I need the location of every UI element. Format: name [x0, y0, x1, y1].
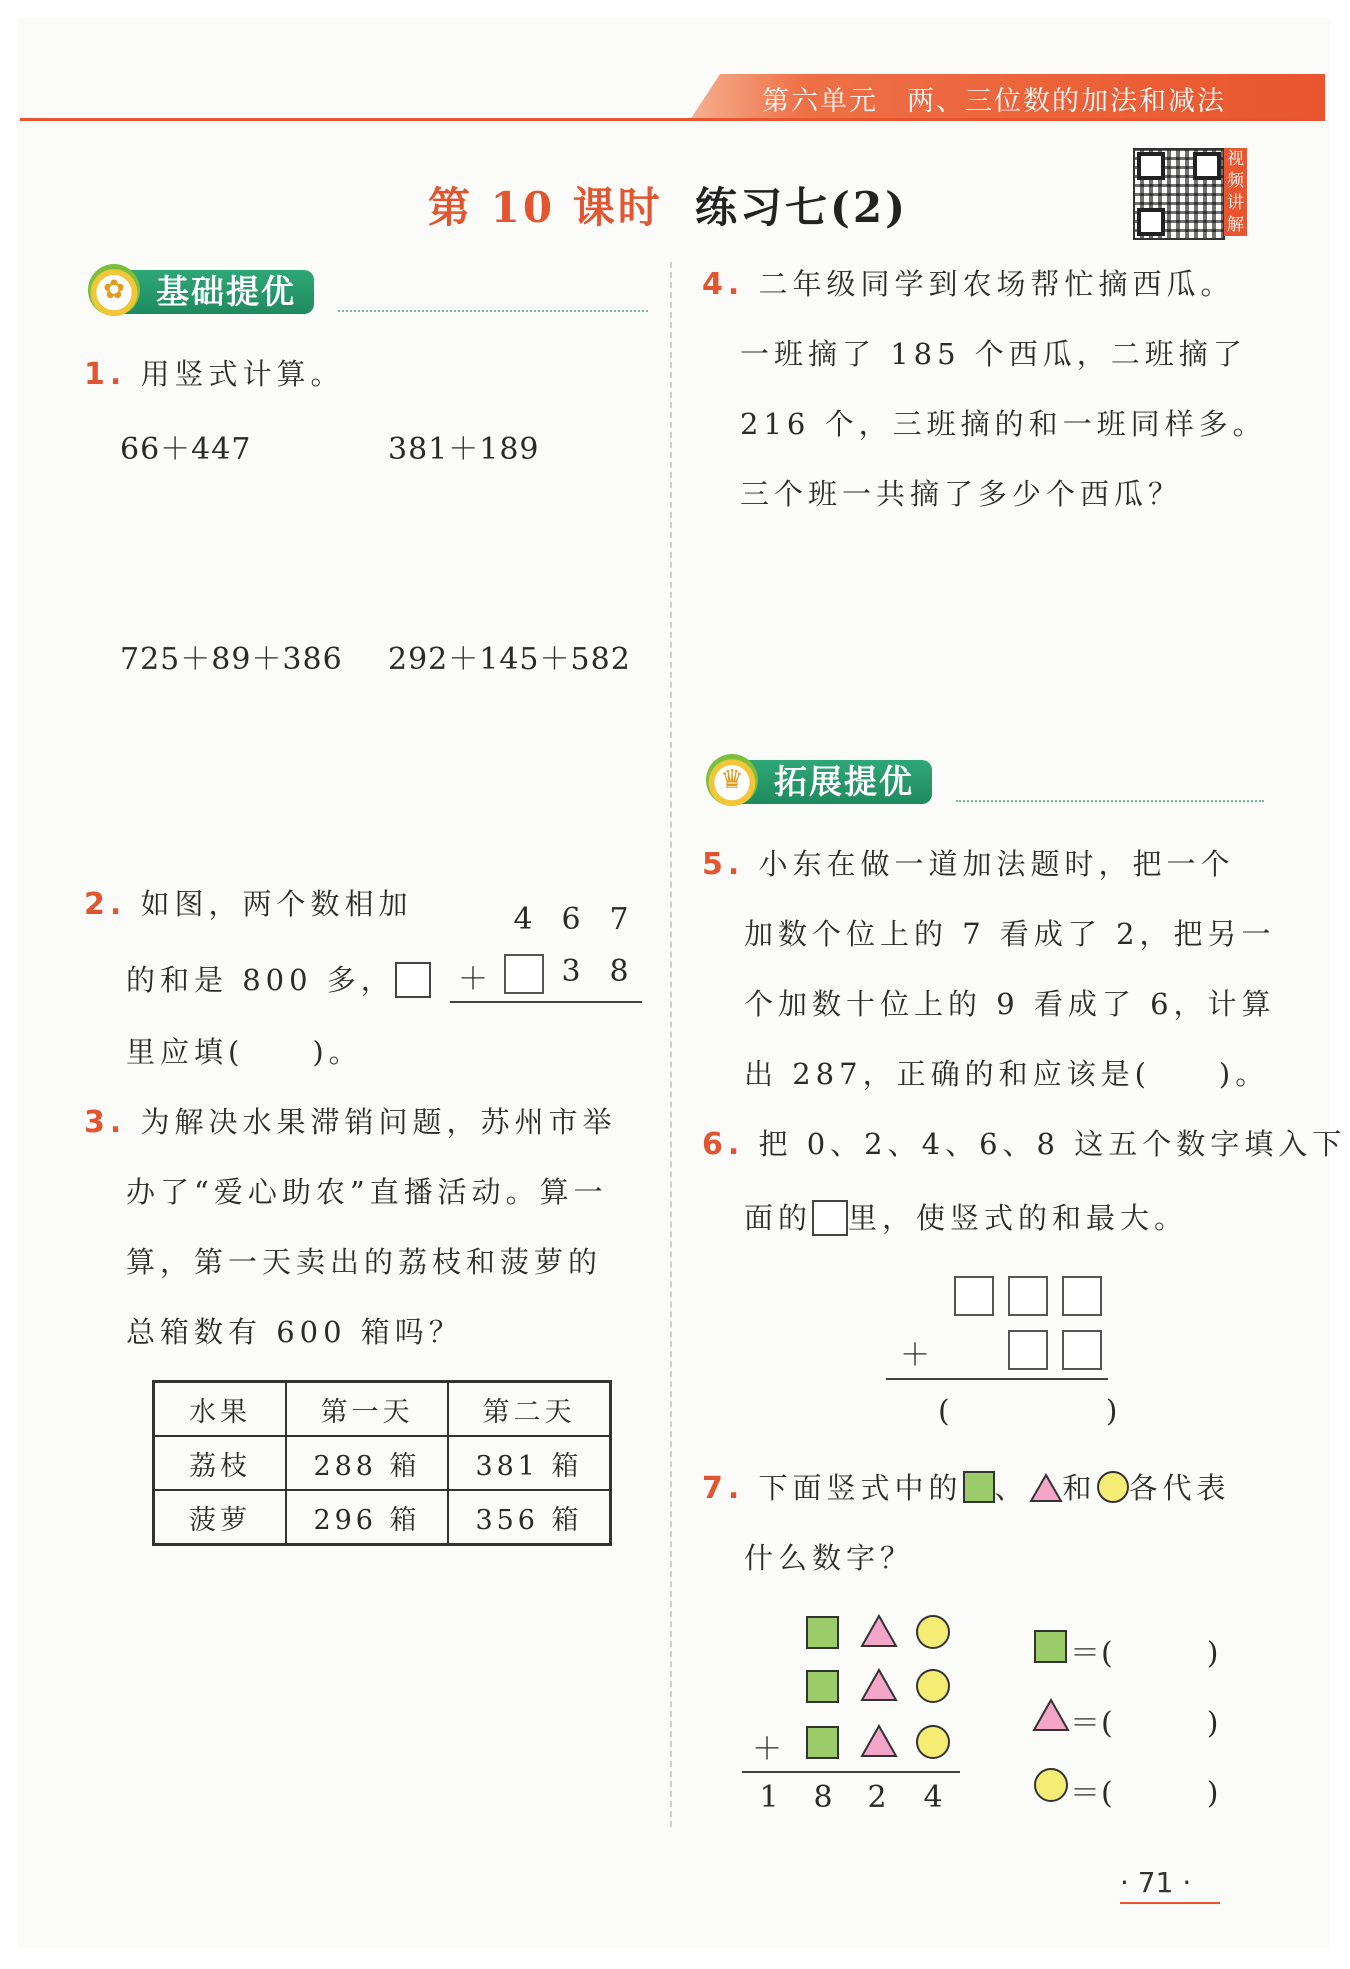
- triangle-icon: [860, 1668, 898, 1702]
- digit: 6: [561, 902, 581, 937]
- question-4-text: 二年级同学到农场帮忙摘西瓜。: [758, 267, 1235, 301]
- square-icon: [806, 1616, 839, 1649]
- page-number-underline: [1120, 1902, 1220, 1904]
- question-number: 4.: [702, 267, 745, 302]
- question-3-line-2: 办了“爱心助农”直播活动。算一: [126, 1175, 608, 1209]
- video-explain-tag[interactable]: 视频讲解: [1224, 148, 1247, 236]
- digit: 1: [759, 1780, 779, 1815]
- circle-icon: [916, 1669, 950, 1703]
- question-4-line-4: 三个班一共摘了多少个西瓜？: [740, 477, 1183, 511]
- answer-box-symbol: [812, 1200, 848, 1236]
- question-2-line-3: 里应填( )。: [126, 1035, 363, 1069]
- section-basic-header: [88, 270, 648, 314]
- question-3-text: 为解决水果滞销问题，苏州市举: [140, 1105, 617, 1139]
- question-5-line-4: 出 287，正确的和应该是( )。: [744, 1057, 1270, 1091]
- triangle-icon: [860, 1724, 898, 1758]
- triangle-answer-blank[interactable]: ＝( ): [1070, 1706, 1220, 1741]
- digit: 7: [609, 902, 629, 937]
- question-6-text: 里，使竖式的和最大。: [848, 1201, 1189, 1235]
- circle-answer-blank[interactable]: ＝( ): [1070, 1776, 1220, 1811]
- question-7-line-2: 什么数字？: [744, 1541, 915, 1575]
- question-6-text: 面的: [744, 1201, 813, 1235]
- question-5-text: 小东在做一道加法题时，把一个: [758, 847, 1235, 881]
- question-number: 5.: [702, 847, 745, 882]
- digit: 4: [923, 1780, 943, 1815]
- plus-sign: ＋: [900, 1338, 930, 1373]
- triangle-icon: [1032, 1698, 1070, 1732]
- unit-title: 第六单元 两、三位数的加法和减法: [762, 86, 1226, 117]
- plus-sign: ＋: [752, 1732, 782, 1767]
- square-icon: [1034, 1630, 1067, 1663]
- page-number: · 71 ·: [1120, 1866, 1192, 1899]
- circle-icon: [916, 1615, 950, 1649]
- sum-line: [742, 1771, 960, 1773]
- qr-code-icon[interactable]: [1133, 148, 1225, 240]
- question-7-text: 和: [1062, 1471, 1097, 1505]
- table-cell: 296 箱: [286, 1490, 448, 1545]
- section-divider: [956, 800, 1264, 802]
- header-rule: [20, 118, 1325, 121]
- question-5-line-1: [702, 842, 1235, 883]
- answer-box[interactable]: [504, 954, 544, 994]
- question-7-text: 各代表: [1128, 1471, 1231, 1505]
- answer-box[interactable]: [1008, 1330, 1048, 1370]
- square-icon: [963, 1471, 995, 1503]
- expression-1: 66＋447: [120, 432, 252, 467]
- circle-icon: [1097, 1471, 1129, 1503]
- digit: 8: [813, 1780, 833, 1815]
- lesson-number: 第 10 课时: [428, 183, 663, 232]
- plus-sign: ＋: [458, 962, 488, 997]
- question-4-line-2: 一班摘了 185 个西瓜，二班摘了: [740, 337, 1247, 371]
- question-2-line-2: [126, 958, 431, 999]
- gear-icon: ✿: [88, 264, 140, 316]
- table-row: [154, 1436, 611, 1490]
- digit: 2: [867, 1780, 887, 1815]
- question-6-line-2: [744, 1196, 1188, 1237]
- question-number: 6.: [702, 1127, 745, 1162]
- digit: 8: [609, 954, 629, 989]
- answer-box[interactable]: [395, 962, 431, 998]
- circle-icon: [1034, 1768, 1068, 1802]
- square-icon: [806, 1726, 839, 1759]
- circle-icon: [916, 1725, 950, 1759]
- question-3-line-1: [84, 1100, 617, 1141]
- section-extend-label: 拓展提优: [736, 760, 932, 804]
- square-icon: [806, 1670, 839, 1703]
- answer-box[interactable]: [954, 1276, 994, 1316]
- table-cell: 381 箱: [448, 1436, 611, 1490]
- digit: 3: [561, 954, 581, 989]
- question-6-line-1: [702, 1122, 1346, 1163]
- question-3-line-4: 总箱数有 600 箱吗？: [126, 1315, 463, 1349]
- question-1: [84, 352, 345, 393]
- question-1-text: 用竖式计算。: [140, 357, 345, 391]
- table-header-row: [154, 1382, 611, 1437]
- expression-3: 725＋89＋386: [120, 642, 343, 677]
- question-6-text: 把 0、2、4、6、8 这五个数字填入下: [758, 1127, 1347, 1161]
- question-number: 7.: [702, 1471, 745, 1506]
- fruit-sales-table: [152, 1380, 612, 1546]
- question-number: 2.: [84, 887, 127, 922]
- answer-box[interactable]: [1062, 1330, 1102, 1370]
- answer-box[interactable]: [1062, 1276, 1102, 1316]
- trophy-icon: ♛: [706, 754, 758, 806]
- section-extend-header: [706, 760, 1264, 804]
- table-header: 水果: [154, 1382, 287, 1437]
- lesson-title: 练习七(2): [695, 183, 908, 232]
- expression-2: 381＋189: [388, 432, 540, 467]
- question-4-line-1: [702, 262, 1235, 303]
- question-7-line-1: [702, 1466, 1231, 1507]
- question-2-line-1: [84, 882, 413, 923]
- question-7-text: 下面竖式中的: [758, 1471, 963, 1505]
- table-header: 第二天: [448, 1382, 611, 1437]
- question-2-text: 如图，两个数相加: [140, 887, 413, 921]
- column-divider: [670, 262, 672, 1827]
- question-4-line-3: 216 个，三班摘的和一班同样多。: [740, 407, 1267, 441]
- question-number: 3.: [84, 1105, 127, 1140]
- question-7-text: 、: [994, 1471, 1029, 1505]
- table-cell: 356 箱: [448, 1490, 611, 1545]
- digit: 4: [513, 902, 533, 937]
- sum-line: [886, 1378, 1108, 1380]
- table-header: 第一天: [286, 1382, 448, 1437]
- table-cell: 荔枝: [154, 1436, 287, 1490]
- section-basic-label: 基础提优: [118, 270, 314, 314]
- question-2-text: 的和是 800 多，: [126, 963, 395, 997]
- expression-4: 292＋145＋582: [388, 642, 631, 677]
- question-3-line-3: 算，第一天卖出的荔枝和菠萝的: [126, 1245, 603, 1279]
- answer-box[interactable]: [1008, 1276, 1048, 1316]
- table-row: [154, 1490, 611, 1545]
- table-cell: 288 箱: [286, 1436, 448, 1490]
- triangle-icon: [1029, 1473, 1063, 1503]
- table-cell: 菠萝: [154, 1490, 287, 1545]
- question-5-line-3: 个加数十位上的 9 看成了 6，计算: [744, 987, 1276, 1021]
- question-number: 1.: [84, 357, 127, 392]
- square-answer-blank[interactable]: ＝( ): [1070, 1636, 1220, 1671]
- triangle-icon: [860, 1614, 898, 1648]
- sum-answer-blank[interactable]: ( ): [938, 1394, 1119, 1429]
- question-5-line-2: 加数个位上的 7 看成了 2，把另一: [744, 917, 1276, 951]
- section-divider: [338, 310, 648, 312]
- sum-line: [450, 1001, 642, 1003]
